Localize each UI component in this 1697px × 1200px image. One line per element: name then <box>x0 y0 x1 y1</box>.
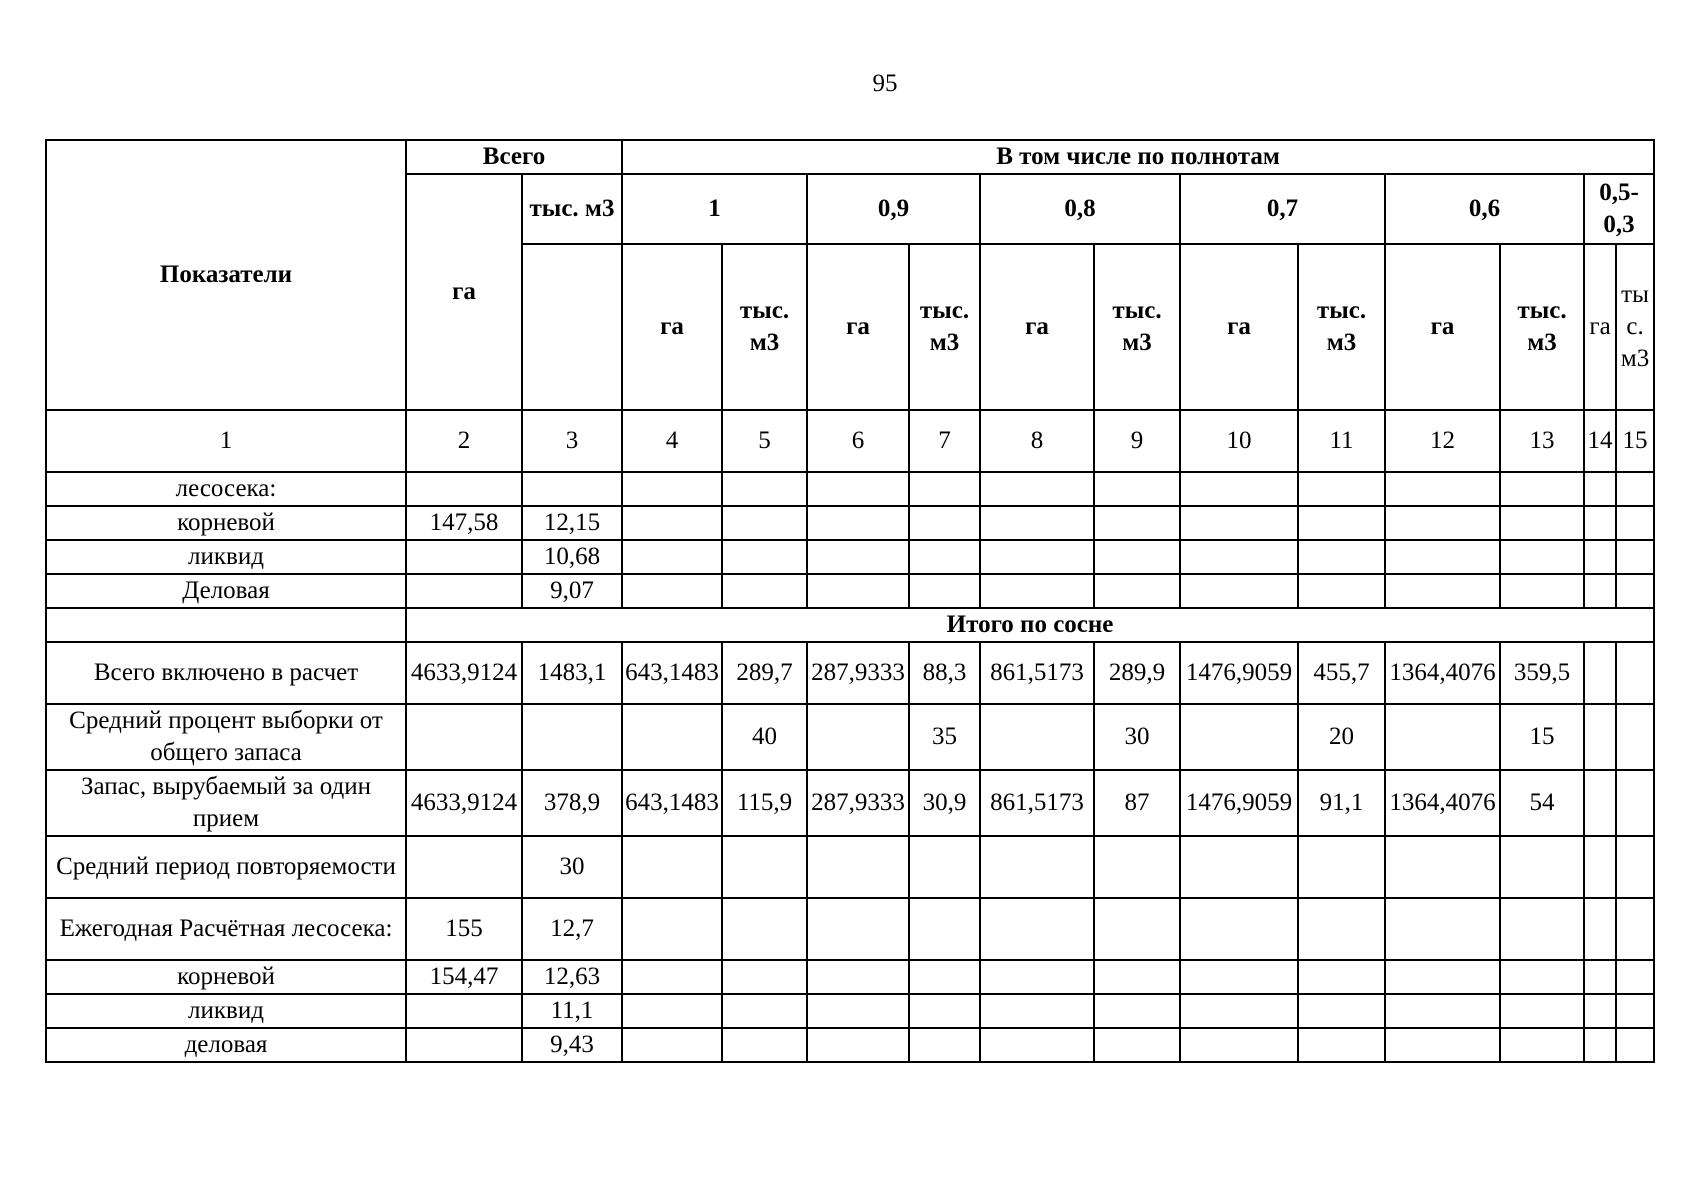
table-cell <box>1616 506 1654 540</box>
table-cell: 12,7 <box>522 898 622 960</box>
by-density-header: В том числе по полнотам <box>622 140 1654 174</box>
blank-label-cell <box>46 608 406 642</box>
table-cell: 40 <box>722 704 807 770</box>
table-cell: 359,5 <box>1500 642 1584 704</box>
table-cell <box>622 540 722 574</box>
table-cell <box>1180 836 1298 898</box>
density-group-0-9: 0,9 <box>807 174 980 244</box>
table-cell <box>909 540 980 574</box>
table-cell <box>1385 704 1500 770</box>
table-cell <box>1298 1028 1385 1062</box>
density-group-1: 1 <box>622 174 807 244</box>
table-cell <box>522 704 622 770</box>
table-row <box>46 836 1654 898</box>
table-cell <box>1500 574 1584 608</box>
table-cell: 30,9 <box>909 770 980 836</box>
table-cell: 88,3 <box>909 642 980 704</box>
blank-header-cell <box>522 244 622 410</box>
table-cell <box>1094 994 1180 1028</box>
table-cell <box>1616 574 1654 608</box>
unit-header-m3: тыс. м3 <box>722 244 807 410</box>
table-cell: 4633,9124 <box>406 642 522 704</box>
table-cell <box>807 994 909 1028</box>
row-label: Ежегодная Расчётная лесосека: <box>46 898 406 960</box>
table-cell <box>909 506 980 540</box>
table-cell: 87 <box>1094 770 1180 836</box>
table-cell <box>722 1028 807 1062</box>
table-cell: 287,9333 <box>807 642 909 704</box>
table-cell <box>1500 836 1584 898</box>
table-cell <box>1616 898 1654 960</box>
table-cell <box>622 960 722 994</box>
column-number: 3 <box>522 410 622 472</box>
density-group-0-6: 0,6 <box>1385 174 1584 244</box>
table-cell <box>909 994 980 1028</box>
table-cell <box>1385 836 1500 898</box>
table-cell <box>1298 540 1385 574</box>
total-header: Всего <box>406 140 622 174</box>
table-cell <box>1180 704 1298 770</box>
page-number: 95 <box>872 70 898 97</box>
table-cell: 1364,4076 <box>1385 770 1500 836</box>
unit-header-ha: га <box>980 244 1094 410</box>
column-number: 1 <box>46 410 406 472</box>
table-cell: 30 <box>522 836 622 898</box>
table-cell: 115,9 <box>722 770 807 836</box>
row-label: ликвид <box>46 994 406 1028</box>
table-cell <box>1094 472 1180 506</box>
table-cell <box>909 898 980 960</box>
table-cell <box>1584 574 1616 608</box>
table-cell <box>1385 472 1500 506</box>
table-cell <box>1094 1028 1180 1062</box>
table-cell <box>980 960 1094 994</box>
table-cell <box>1180 472 1298 506</box>
table-row <box>46 704 1654 770</box>
table-cell <box>1616 770 1654 836</box>
table-cell <box>1180 1028 1298 1062</box>
column-number: 5 <box>722 410 807 472</box>
unit-header-ha: га <box>1385 244 1500 410</box>
table-cell <box>980 994 1094 1028</box>
table-cell <box>909 960 980 994</box>
total-ha-header: га <box>406 174 522 410</box>
table-cell <box>980 574 1094 608</box>
table-cell <box>980 898 1094 960</box>
table-cell: 54 <box>1500 770 1584 836</box>
table-cell <box>406 704 522 770</box>
table-cell: 91,1 <box>1298 770 1385 836</box>
table-cell: 861,5173 <box>980 770 1094 836</box>
table-cell <box>622 506 722 540</box>
table-cell <box>1094 574 1180 608</box>
table-cell <box>1180 898 1298 960</box>
table-cell: 9,43 <box>522 1028 622 1062</box>
table-cell <box>1584 540 1616 574</box>
table-cell <box>622 472 722 506</box>
table-cell <box>622 704 722 770</box>
table-cell <box>1584 642 1616 704</box>
table-cell <box>1584 994 1616 1028</box>
unit-header-m3: тыс. м3 <box>1094 244 1180 410</box>
table-row <box>46 770 1654 836</box>
table-cell <box>1616 540 1654 574</box>
table-cell: 9,07 <box>522 574 622 608</box>
table-cell <box>807 898 909 960</box>
row-label: ликвид <box>46 540 406 574</box>
table-cell <box>1094 836 1180 898</box>
table-cell <box>1616 960 1654 994</box>
table-row <box>46 472 1654 506</box>
table-cell <box>622 994 722 1028</box>
table-row <box>46 574 1654 608</box>
table-cell <box>1094 540 1180 574</box>
table-cell: 1476,9059 <box>1180 642 1298 704</box>
table-cell: 861,5173 <box>980 642 1094 704</box>
table-cell <box>1094 898 1180 960</box>
table-cell <box>980 704 1094 770</box>
row-label: Средний процент выборки от общего запаса <box>46 704 406 770</box>
table-cell: 11,1 <box>522 994 622 1028</box>
table-cell <box>1094 960 1180 994</box>
table-cell <box>406 1028 522 1062</box>
table-cell <box>1616 994 1654 1028</box>
table-cell <box>1385 506 1500 540</box>
table-row <box>46 540 1654 574</box>
table-cell <box>1298 574 1385 608</box>
table-cell <box>1298 836 1385 898</box>
table-cell <box>1500 472 1584 506</box>
unit-header-m3: тыс. м3 <box>1616 244 1654 410</box>
table-cell <box>807 704 909 770</box>
row-label: Запас, вырубаемый за один прием <box>46 770 406 836</box>
table-cell <box>406 540 522 574</box>
table-cell: 378,9 <box>522 770 622 836</box>
table-cell <box>1584 836 1616 898</box>
table-cell <box>722 960 807 994</box>
unit-header-ha: га <box>1584 244 1616 410</box>
table-cell <box>1584 472 1616 506</box>
table-cell <box>622 898 722 960</box>
table-cell: 35 <box>909 704 980 770</box>
table-cell <box>980 506 1094 540</box>
table-cell <box>1584 704 1616 770</box>
unit-header-ha: га <box>1180 244 1298 410</box>
table-cell <box>722 540 807 574</box>
table-cell <box>909 836 980 898</box>
table-cell: 1364,4076 <box>1385 642 1500 704</box>
table-cell <box>722 994 807 1028</box>
table-row <box>46 642 1654 704</box>
unit-header-m3: тыс. м3 <box>1500 244 1584 410</box>
column-number: 6 <box>807 410 909 472</box>
table-cell <box>1180 574 1298 608</box>
row-label: Деловая <box>46 574 406 608</box>
table-cell <box>1385 994 1500 1028</box>
column-number: 2 <box>406 410 522 472</box>
table-cell: 289,9 <box>1094 642 1180 704</box>
table-cell <box>622 1028 722 1062</box>
table-cell <box>1385 898 1500 960</box>
table-cell <box>1385 1028 1500 1062</box>
row-label: Средний период повторяемости <box>46 836 406 898</box>
table-cell <box>406 472 522 506</box>
density-group-0-7: 0,7 <box>1180 174 1385 244</box>
table-cell <box>1298 472 1385 506</box>
row-label: лесосека: <box>46 472 406 506</box>
table-cell: 12,63 <box>522 960 622 994</box>
table-cell <box>807 506 909 540</box>
table-cell <box>1298 506 1385 540</box>
table-cell <box>980 1028 1094 1062</box>
table-cell <box>1584 898 1616 960</box>
column-number: 10 <box>1180 410 1298 472</box>
table-cell <box>1616 836 1654 898</box>
header-row-1 <box>46 140 1654 174</box>
table-cell <box>1094 506 1180 540</box>
column-number: 9 <box>1094 410 1180 472</box>
table-cell: 155 <box>406 898 522 960</box>
indicators-header: Показатели <box>46 140 406 410</box>
table-row <box>46 506 1654 540</box>
table-cell: 15 <box>1500 704 1584 770</box>
table-cell <box>807 836 909 898</box>
table-cell <box>807 960 909 994</box>
column-number: 14 <box>1584 410 1616 472</box>
table-row <box>46 960 1654 994</box>
table-cell <box>1584 1028 1616 1062</box>
table-cell <box>1385 540 1500 574</box>
table-cell: 30 <box>1094 704 1180 770</box>
table-cell <box>1500 540 1584 574</box>
table-cell <box>1584 506 1616 540</box>
table-cell <box>1584 770 1616 836</box>
table-cell: 10,68 <box>522 540 622 574</box>
table-cell <box>980 836 1094 898</box>
column-number: 15 <box>1616 410 1654 472</box>
table-cell: 20 <box>1298 704 1385 770</box>
unit-header-ha: га <box>622 244 722 410</box>
table-cell <box>406 994 522 1028</box>
column-number: 8 <box>980 410 1094 472</box>
table-cell <box>722 472 807 506</box>
total-m3-header: тыс. м3 <box>522 174 622 244</box>
column-numbers-row <box>46 410 1654 472</box>
table-cell <box>1385 960 1500 994</box>
table-cell <box>722 574 807 608</box>
table-cell <box>1180 540 1298 574</box>
column-number: 4 <box>622 410 722 472</box>
column-number: 12 <box>1385 410 1500 472</box>
section-title-row <box>46 608 1654 642</box>
density-group-0-8: 0,8 <box>980 174 1180 244</box>
table-cell <box>1616 704 1654 770</box>
table-cell <box>522 472 622 506</box>
forest-stock-table <box>45 139 1655 1063</box>
table-cell: 154,47 <box>406 960 522 994</box>
row-label: Всего включено в расчет <box>46 642 406 704</box>
table-cell <box>1298 960 1385 994</box>
table-row <box>46 898 1654 960</box>
table-cell <box>909 1028 980 1062</box>
table-cell <box>980 540 1094 574</box>
table-cell <box>1180 506 1298 540</box>
table-cell <box>1180 960 1298 994</box>
density-group-0-5-0-3: 0,5-0,3 <box>1584 174 1654 244</box>
unit-header-m3: тыс. м3 <box>1298 244 1385 410</box>
table-cell: 1476,9059 <box>1180 770 1298 836</box>
table-cell <box>622 574 722 608</box>
table-cell <box>1616 472 1654 506</box>
row-label: корневой <box>46 506 406 540</box>
table-cell: 147,58 <box>406 506 522 540</box>
table-cell <box>807 472 909 506</box>
table-cell <box>1298 994 1385 1028</box>
section-title: Итого по сосне <box>406 608 1654 642</box>
table-cell: 4633,9124 <box>406 770 522 836</box>
table-cell <box>807 574 909 608</box>
table-cell <box>1500 898 1584 960</box>
table-cell <box>980 472 1094 506</box>
table-cell: 643,1483 <box>622 770 722 836</box>
column-number: 7 <box>909 410 980 472</box>
table-cell <box>807 540 909 574</box>
table-cell <box>1385 574 1500 608</box>
table-cell <box>1500 994 1584 1028</box>
table-row <box>46 994 1654 1028</box>
table-cell: 455,7 <box>1298 642 1385 704</box>
table-cell: 287,9333 <box>807 770 909 836</box>
table-cell <box>722 506 807 540</box>
table-cell <box>1616 642 1654 704</box>
table-cell <box>622 836 722 898</box>
table-cell <box>1500 506 1584 540</box>
table-cell <box>909 472 980 506</box>
table-cell: 12,15 <box>522 506 622 540</box>
table-cell <box>1500 960 1584 994</box>
table-cell <box>807 1028 909 1062</box>
unit-header-m3: тыс. м3 <box>909 244 980 410</box>
table-cell <box>909 574 980 608</box>
table-cell: 643,1483 <box>622 642 722 704</box>
column-number: 13 <box>1500 410 1584 472</box>
table-cell <box>406 574 522 608</box>
row-label: деловая <box>46 1028 406 1062</box>
row-label: корневой <box>46 960 406 994</box>
table-cell <box>1180 994 1298 1028</box>
table-cell: 289,7 <box>722 642 807 704</box>
table-cell <box>1298 898 1385 960</box>
table-cell <box>406 836 522 898</box>
table-cell <box>1584 960 1616 994</box>
table-cell <box>1500 1028 1584 1062</box>
table-cell <box>722 836 807 898</box>
unit-header-ha: га <box>807 244 909 410</box>
table-cell <box>722 898 807 960</box>
column-number: 11 <box>1298 410 1385 472</box>
table-row <box>46 1028 1654 1062</box>
table-cell: 1483,1 <box>522 642 622 704</box>
table-cell <box>1616 1028 1654 1062</box>
